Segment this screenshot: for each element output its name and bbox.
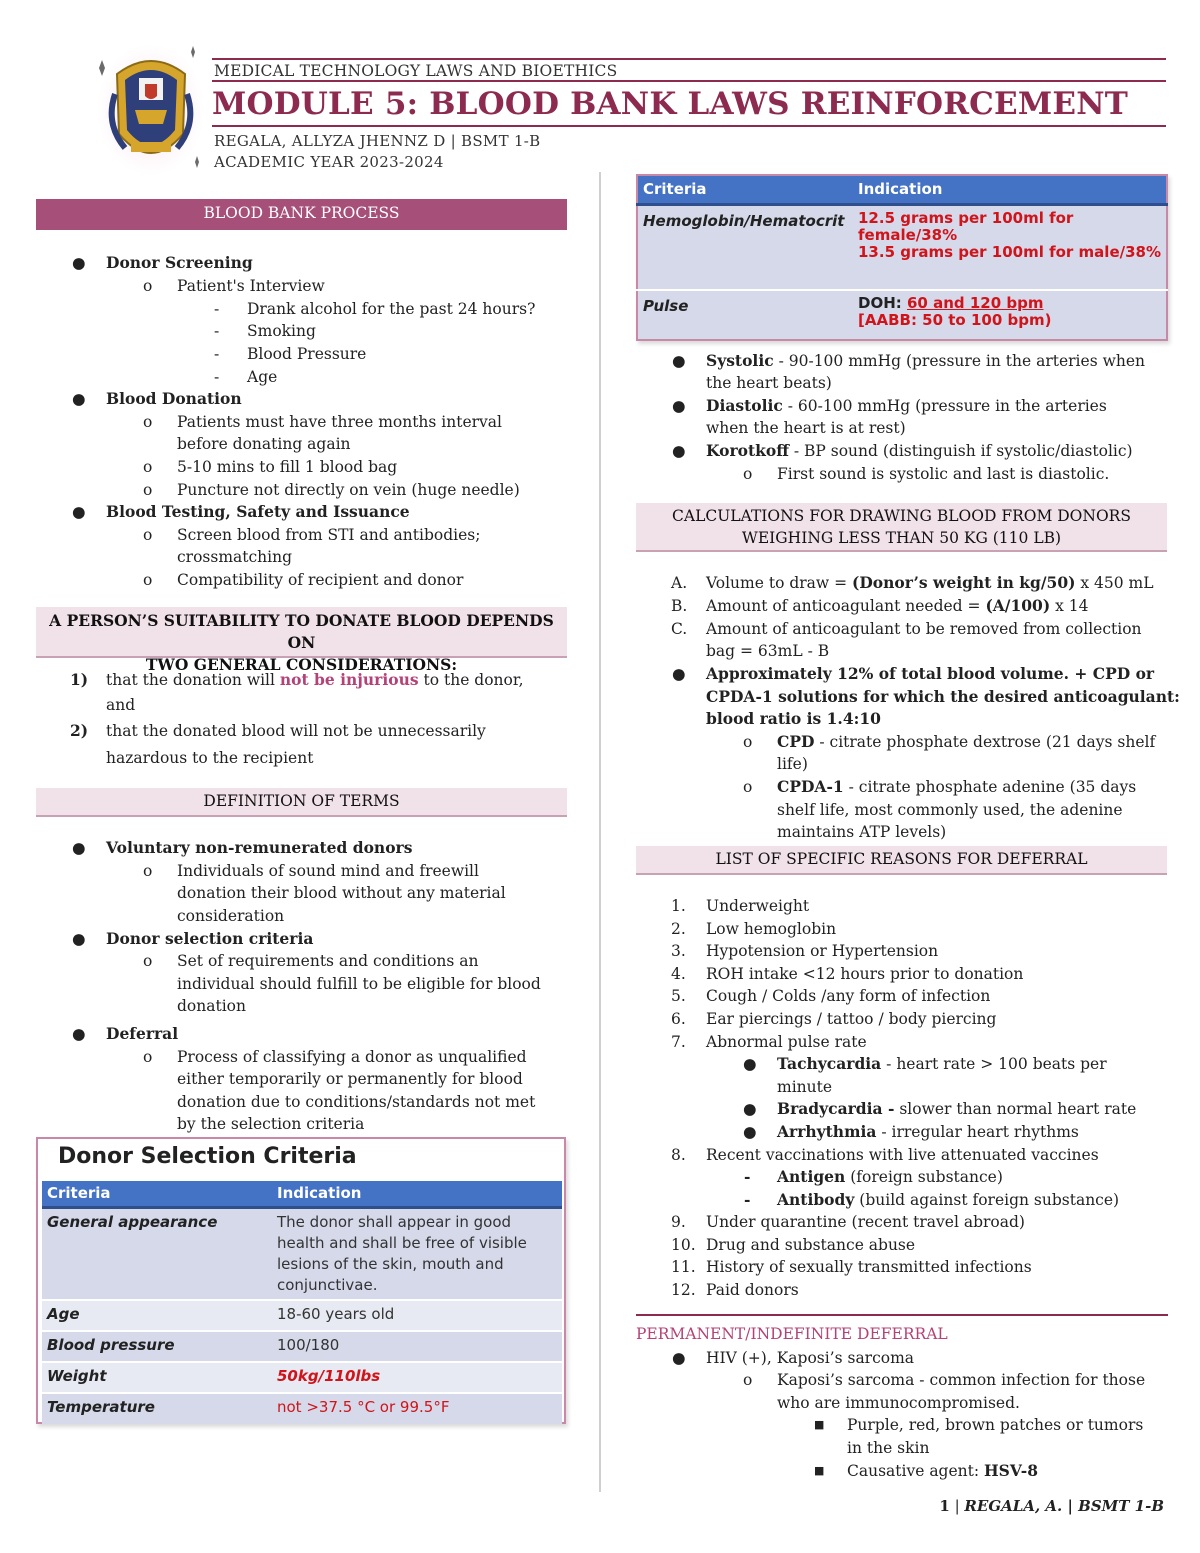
- list-item: Drank alcohol for the past 24 hours?: [247, 300, 536, 318]
- course-title: MEDICAL TECHNOLOGY LAWS AND BIOETHICS: [214, 62, 618, 80]
- bullet-disc-icon: ●: [72, 503, 86, 521]
- deferral-reason: Abnormal pulse rate: [706, 1033, 867, 1051]
- bp-systolic: Systolic - 90-100 mmHg (pressure in the arteries when: [706, 351, 1145, 370]
- list-number: 1): [70, 670, 89, 689]
- section-title: CALCULATIONS FOR DRAWING BLOOD FROM DONORS: [672, 507, 1131, 525]
- bullet-dash-icon: -: [214, 368, 220, 386]
- term-definition-cont: individual should fulfill to be eligible for blood: [177, 975, 541, 993]
- deferral-reason: Under quarantine (recent travel abroad): [706, 1213, 1025, 1231]
- bullet-dash-icon: -: [214, 345, 220, 363]
- bullet-circle-icon: o: [143, 277, 153, 295]
- list-item: Patients must have three months interval: [177, 413, 503, 431]
- pulse-tachycardia-cont: minute: [777, 1078, 833, 1096]
- list-item: Compatibility of recipient and donor: [177, 571, 464, 589]
- cpda-item-cont: shelf life, most commonly used, the adenine: [777, 801, 1123, 819]
- bullet-disc-icon: ●: [743, 1055, 757, 1073]
- term-definition-cont: either temporarily or permanently for blood: [177, 1070, 523, 1088]
- donor-selection-criteria-panel: [36, 1137, 566, 1424]
- section-bar-definitions: [36, 788, 567, 817]
- header-rule-bottom: [212, 125, 1166, 127]
- table-row: [637, 204, 1167, 290]
- cpd-item-cont: life): [777, 755, 808, 773]
- list-letter: C.: [671, 620, 688, 638]
- bullet-circle-icon: o: [743, 1371, 753, 1389]
- term-vnrd: Voluntary non-remunerated donors: [106, 838, 413, 857]
- page-footer: 1 | REGALA, A. | BSMT 1-B: [939, 1497, 1164, 1515]
- term-definition-cont: donation their blood without any material: [177, 884, 506, 902]
- list-item: Blood Pressure: [247, 345, 367, 363]
- list-item-cont: in the skin: [847, 1439, 930, 1457]
- hemoglobin-pulse-table: [636, 174, 1168, 341]
- list-item: Purple, red, brown patches or tumors: [847, 1416, 1144, 1434]
- bp-diastolic: Diastolic - 60-100 mmHg (pressure in the arteries: [706, 396, 1107, 415]
- pulse-arrhythmia: Arrhythmia - irregular heart rhythms: [777, 1122, 1079, 1141]
- deferral-reason: History of sexually transmitted infections: [706, 1258, 1032, 1276]
- bullet-disc-icon: ●: [743, 1123, 757, 1141]
- bullet-circle-icon: o: [143, 952, 153, 970]
- bullet-dash-icon: -: [214, 300, 220, 318]
- term-dsc: Donor selection criteria: [106, 929, 314, 948]
- page-number: 1: [939, 1497, 950, 1515]
- bullet-circle-icon: o: [143, 458, 153, 476]
- list-item: Kaposi’s sarcoma - common infection for those: [777, 1371, 1146, 1389]
- deferral-reason: Paid donors: [706, 1281, 799, 1299]
- bullet-circle-icon: o: [143, 571, 153, 589]
- pulse-bradycardia: Bradycardia - slower than normal heart rate: [777, 1099, 1137, 1118]
- term-definition: Individuals of sound mind and freewill: [177, 862, 479, 880]
- criteria-cell: Hemoglobin/Hematocrit: [637, 204, 853, 290]
- table-row: [42, 1393, 562, 1424]
- bp-korotkoff: Korotkoff - BP sound (distinguish if systolic/diastolic): [706, 441, 1133, 460]
- author-line: REGALA, ALLYZA JHENNZ D | BSMT 1-B: [214, 132, 541, 150]
- note-approx-cont: blood ratio is 1.4:10: [706, 709, 881, 728]
- calc-remove-cont: bag = 63mL - B: [706, 642, 830, 660]
- criteria-cell: Age: [42, 1300, 272, 1331]
- bullet-disc-icon: ●: [72, 254, 86, 272]
- header-rule-mid: [212, 80, 1166, 82]
- criteria-cell: Blood pressure: [42, 1331, 272, 1362]
- footer-author: REGALA, A. | BSMT 1-B: [964, 1497, 1164, 1515]
- bullet-disc-icon: ●: [72, 839, 86, 857]
- bullet-square-icon: ■: [814, 1464, 825, 1477]
- section-bar-deferral-reasons: [636, 846, 1167, 875]
- column-header-indication: Indication: [272, 1181, 562, 1207]
- calc-volume: Volume to draw = (Donor’s weight in kg/50) x 450 mL: [706, 573, 1154, 592]
- list-item-blood-donation: Blood Donation: [106, 389, 242, 408]
- cpda-item-cont: maintains ATP levels): [777, 823, 947, 841]
- calc-remove: Amount of anticoagulant to be removed from collection: [706, 620, 1142, 638]
- indication-cell: 100/180: [272, 1331, 562, 1362]
- list-item: Patient's Interview: [177, 277, 325, 295]
- column-header-criteria: Criteria: [42, 1181, 272, 1207]
- section-title: BLOOD BANK PROCESS: [203, 204, 400, 222]
- consideration-1: that the donation will not be injurious to the donor,: [106, 670, 524, 689]
- bullet-disc-icon: ●: [672, 352, 686, 370]
- bullet-disc-icon: ●: [743, 1100, 757, 1118]
- indication-cell: The donor shall appear in good health and shall be free of visible lesions of the skin, mouth and conjunctivae.: [272, 1207, 562, 1300]
- bullet-circle-icon: o: [743, 465, 753, 483]
- bullet-dash-icon: -: [744, 1190, 751, 1209]
- bullet-circle-icon: o: [143, 526, 153, 544]
- term-definition: Process of classifying a donor as unqualified: [177, 1048, 527, 1066]
- deferral-reason: Cough / Colds /any form of infection: [706, 987, 991, 1005]
- list-number: 12.: [671, 1281, 696, 1299]
- list-number: 6.: [671, 1010, 686, 1028]
- bp-systolic-cont: the heart beats): [706, 374, 832, 392]
- list-item: Puncture not directly on vein (huge needle): [177, 481, 520, 499]
- list-item: Screen blood from STI and antibodies;: [177, 526, 481, 544]
- cpda-item: CPDA-1 - citrate phosphate adenine (35 days: [777, 777, 1137, 796]
- section-bar-suitability: [36, 607, 567, 674]
- bullet-circle-icon: o: [143, 1048, 153, 1066]
- criteria-cell: Temperature: [42, 1393, 272, 1424]
- list-item-donor-screening: Donor Screening: [106, 253, 253, 272]
- table-header-row: [637, 175, 1167, 204]
- column-header-criteria: Criteria: [637, 175, 853, 204]
- section-title: DEFINITION OF TERMS: [203, 792, 400, 810]
- bp-diastolic-cont: when the heart is at rest): [706, 419, 906, 437]
- list-letter: B.: [671, 597, 688, 615]
- term-definition-cont: donation: [177, 997, 246, 1015]
- section-bar-calculations: [636, 503, 1167, 552]
- criteria-cell: Pulse: [637, 290, 853, 340]
- list-item-blood-testing: Blood Testing, Safety and Issuance: [106, 502, 410, 521]
- list-item: First sound is systolic and last is diastolic.: [777, 465, 1110, 483]
- term-definition-cont: consideration: [177, 907, 285, 925]
- cpd-item: CPD - citrate phosphate dextrose (21 days shelf: [777, 732, 1156, 751]
- bullet-disc-icon: ●: [672, 442, 686, 460]
- criteria-cell: General appearance: [42, 1207, 272, 1300]
- list-number: 8.: [671, 1146, 686, 1164]
- list-item-cont: before donating again: [177, 435, 351, 453]
- bullet-circle-icon: o: [743, 733, 753, 751]
- consideration-2: that the donated blood will not be unnecessarily: [106, 722, 486, 740]
- college-seal-logo: [95, 44, 203, 179]
- list-number: 1.: [671, 897, 686, 915]
- vaccine-antigen: Antigen (foreign substance): [777, 1167, 1003, 1186]
- table-row: [42, 1331, 562, 1362]
- section-title-permanent-deferral: PERMANENT/INDEFINITE DEFERRAL: [636, 1325, 948, 1343]
- bullet-disc-icon: ●: [72, 930, 86, 948]
- deferral-reason: Underweight: [706, 897, 810, 915]
- bullet-disc-icon: ●: [72, 1025, 86, 1043]
- indication-cell: 12.5 grams per 100ml for female/38% 13.5 grams per 100ml for male/38%: [853, 204, 1167, 290]
- list-number: 9.: [671, 1213, 686, 1231]
- list-item: Smoking: [247, 322, 316, 340]
- vaccine-antibody: Antibody (build against foreign substance): [777, 1190, 1120, 1209]
- pulse-tachycardia: Tachycardia - heart rate > 100 beats per: [777, 1054, 1107, 1073]
- note-approx-cont: CPDA-1 solutions for which the desired anticoagulant:: [706, 687, 1180, 706]
- section-rule: [636, 1314, 1168, 1316]
- calc-anticoagulant: Amount of anticoagulant needed = (A/100) x 14: [706, 596, 1089, 615]
- term-deferral: Deferral: [106, 1024, 179, 1043]
- deferral-reason: ROH intake <12 hours prior to donation: [706, 965, 1024, 983]
- list-item: Causative agent: HSV-8: [847, 1461, 1038, 1480]
- deferral-reason: Hypotension or Hypertension: [706, 942, 939, 960]
- term-definition-cont: donation due to conditions/standards not met: [177, 1093, 536, 1111]
- table-row: [637, 290, 1167, 340]
- section-title-cont: TWO GENERAL CONSIDERATIONS:: [145, 655, 458, 674]
- consideration-1-cont: and: [106, 696, 136, 714]
- criteria-cell: Weight: [42, 1362, 272, 1393]
- list-letter: A.: [671, 574, 688, 592]
- list-item: HIV (+), Kaposi’s sarcoma: [706, 1349, 915, 1367]
- indication-cell: DOH: 60 and 120 bpm [AABB: 50 to 100 bpm): [853, 290, 1167, 340]
- indication-cell: not >37.5 °C or 99.5°F: [272, 1393, 562, 1424]
- bullet-disc-icon: ●: [672, 397, 686, 415]
- table-row: [42, 1207, 562, 1300]
- bullet-dash-icon: -: [744, 1167, 751, 1186]
- table-row: [42, 1300, 562, 1331]
- list-number: 2): [70, 721, 89, 740]
- section-bar-blood-bank-process: [36, 199, 567, 230]
- term-definition: Set of requirements and conditions an: [177, 952, 479, 970]
- list-item: Age: [247, 368, 278, 386]
- table-row: [42, 1362, 562, 1393]
- list-item-cont: crossmatching: [177, 548, 293, 566]
- deferral-reason: Recent vaccinations with live attenuated vaccines: [706, 1146, 1099, 1164]
- donor-selection-criteria-table: [42, 1181, 562, 1424]
- list-number: 3.: [671, 942, 686, 960]
- bullet-disc-icon: ●: [72, 390, 86, 408]
- section-title-cont: WEIGHING LESS THAN 50 KG (110 LB): [741, 529, 1062, 547]
- list-item: 5-10 mins to fill 1 blood bag: [177, 458, 398, 476]
- bullet-circle-icon: o: [743, 778, 753, 796]
- list-item-cont: who are immunocompromised.: [777, 1394, 1020, 1412]
- bullet-circle-icon: o: [143, 481, 153, 499]
- list-number: 10.: [671, 1236, 696, 1254]
- note-approx: Approximately 12% of total blood volume. + CPD or: [706, 664, 1155, 683]
- term-definition-cont: by the selection criteria: [177, 1115, 365, 1133]
- panel-title: Donor Selection Criteria: [58, 1144, 357, 1169]
- list-number: 5.: [671, 987, 686, 1005]
- bullet-circle-icon: o: [143, 862, 153, 880]
- bullet-dash-icon: -: [214, 322, 220, 340]
- bullet-disc-icon: ●: [672, 665, 686, 683]
- table-header-row: [42, 1181, 562, 1207]
- bullet-square-icon: ■: [814, 1418, 825, 1431]
- page-title: MODULE 5: BLOOD BANK LAWS REINFORCEMENT: [212, 86, 1129, 122]
- list-number: 11.: [671, 1258, 696, 1276]
- list-number: 7.: [671, 1033, 686, 1051]
- column-header-indication: Indication: [853, 175, 1167, 204]
- deferral-reason: Low hemoglobin: [706, 920, 837, 938]
- academic-year: ACADEMIC YEAR 2023-2024: [214, 153, 444, 171]
- bullet-disc-icon: ●: [672, 1349, 686, 1367]
- column-divider: [599, 172, 601, 1492]
- section-title: LIST OF SPECIFIC REASONS FOR DEFERRAL: [715, 850, 1088, 868]
- deferral-reason: Drug and substance abuse: [706, 1236, 916, 1254]
- consideration-2-cont: hazardous to the recipient: [106, 749, 314, 767]
- deferral-reason: Ear piercings / tattoo / body piercing: [706, 1010, 997, 1028]
- indication-cell: 50kg/110lbs: [272, 1362, 562, 1393]
- bullet-circle-icon: o: [143, 413, 153, 431]
- list-number: 4.: [671, 965, 686, 983]
- list-number: 2.: [671, 920, 686, 938]
- section-title: A PERSON’S SUITABILITY TO DONATE BLOOD DEPENDS ON: [49, 611, 554, 652]
- indication-cell: 18-60 years old: [272, 1300, 562, 1331]
